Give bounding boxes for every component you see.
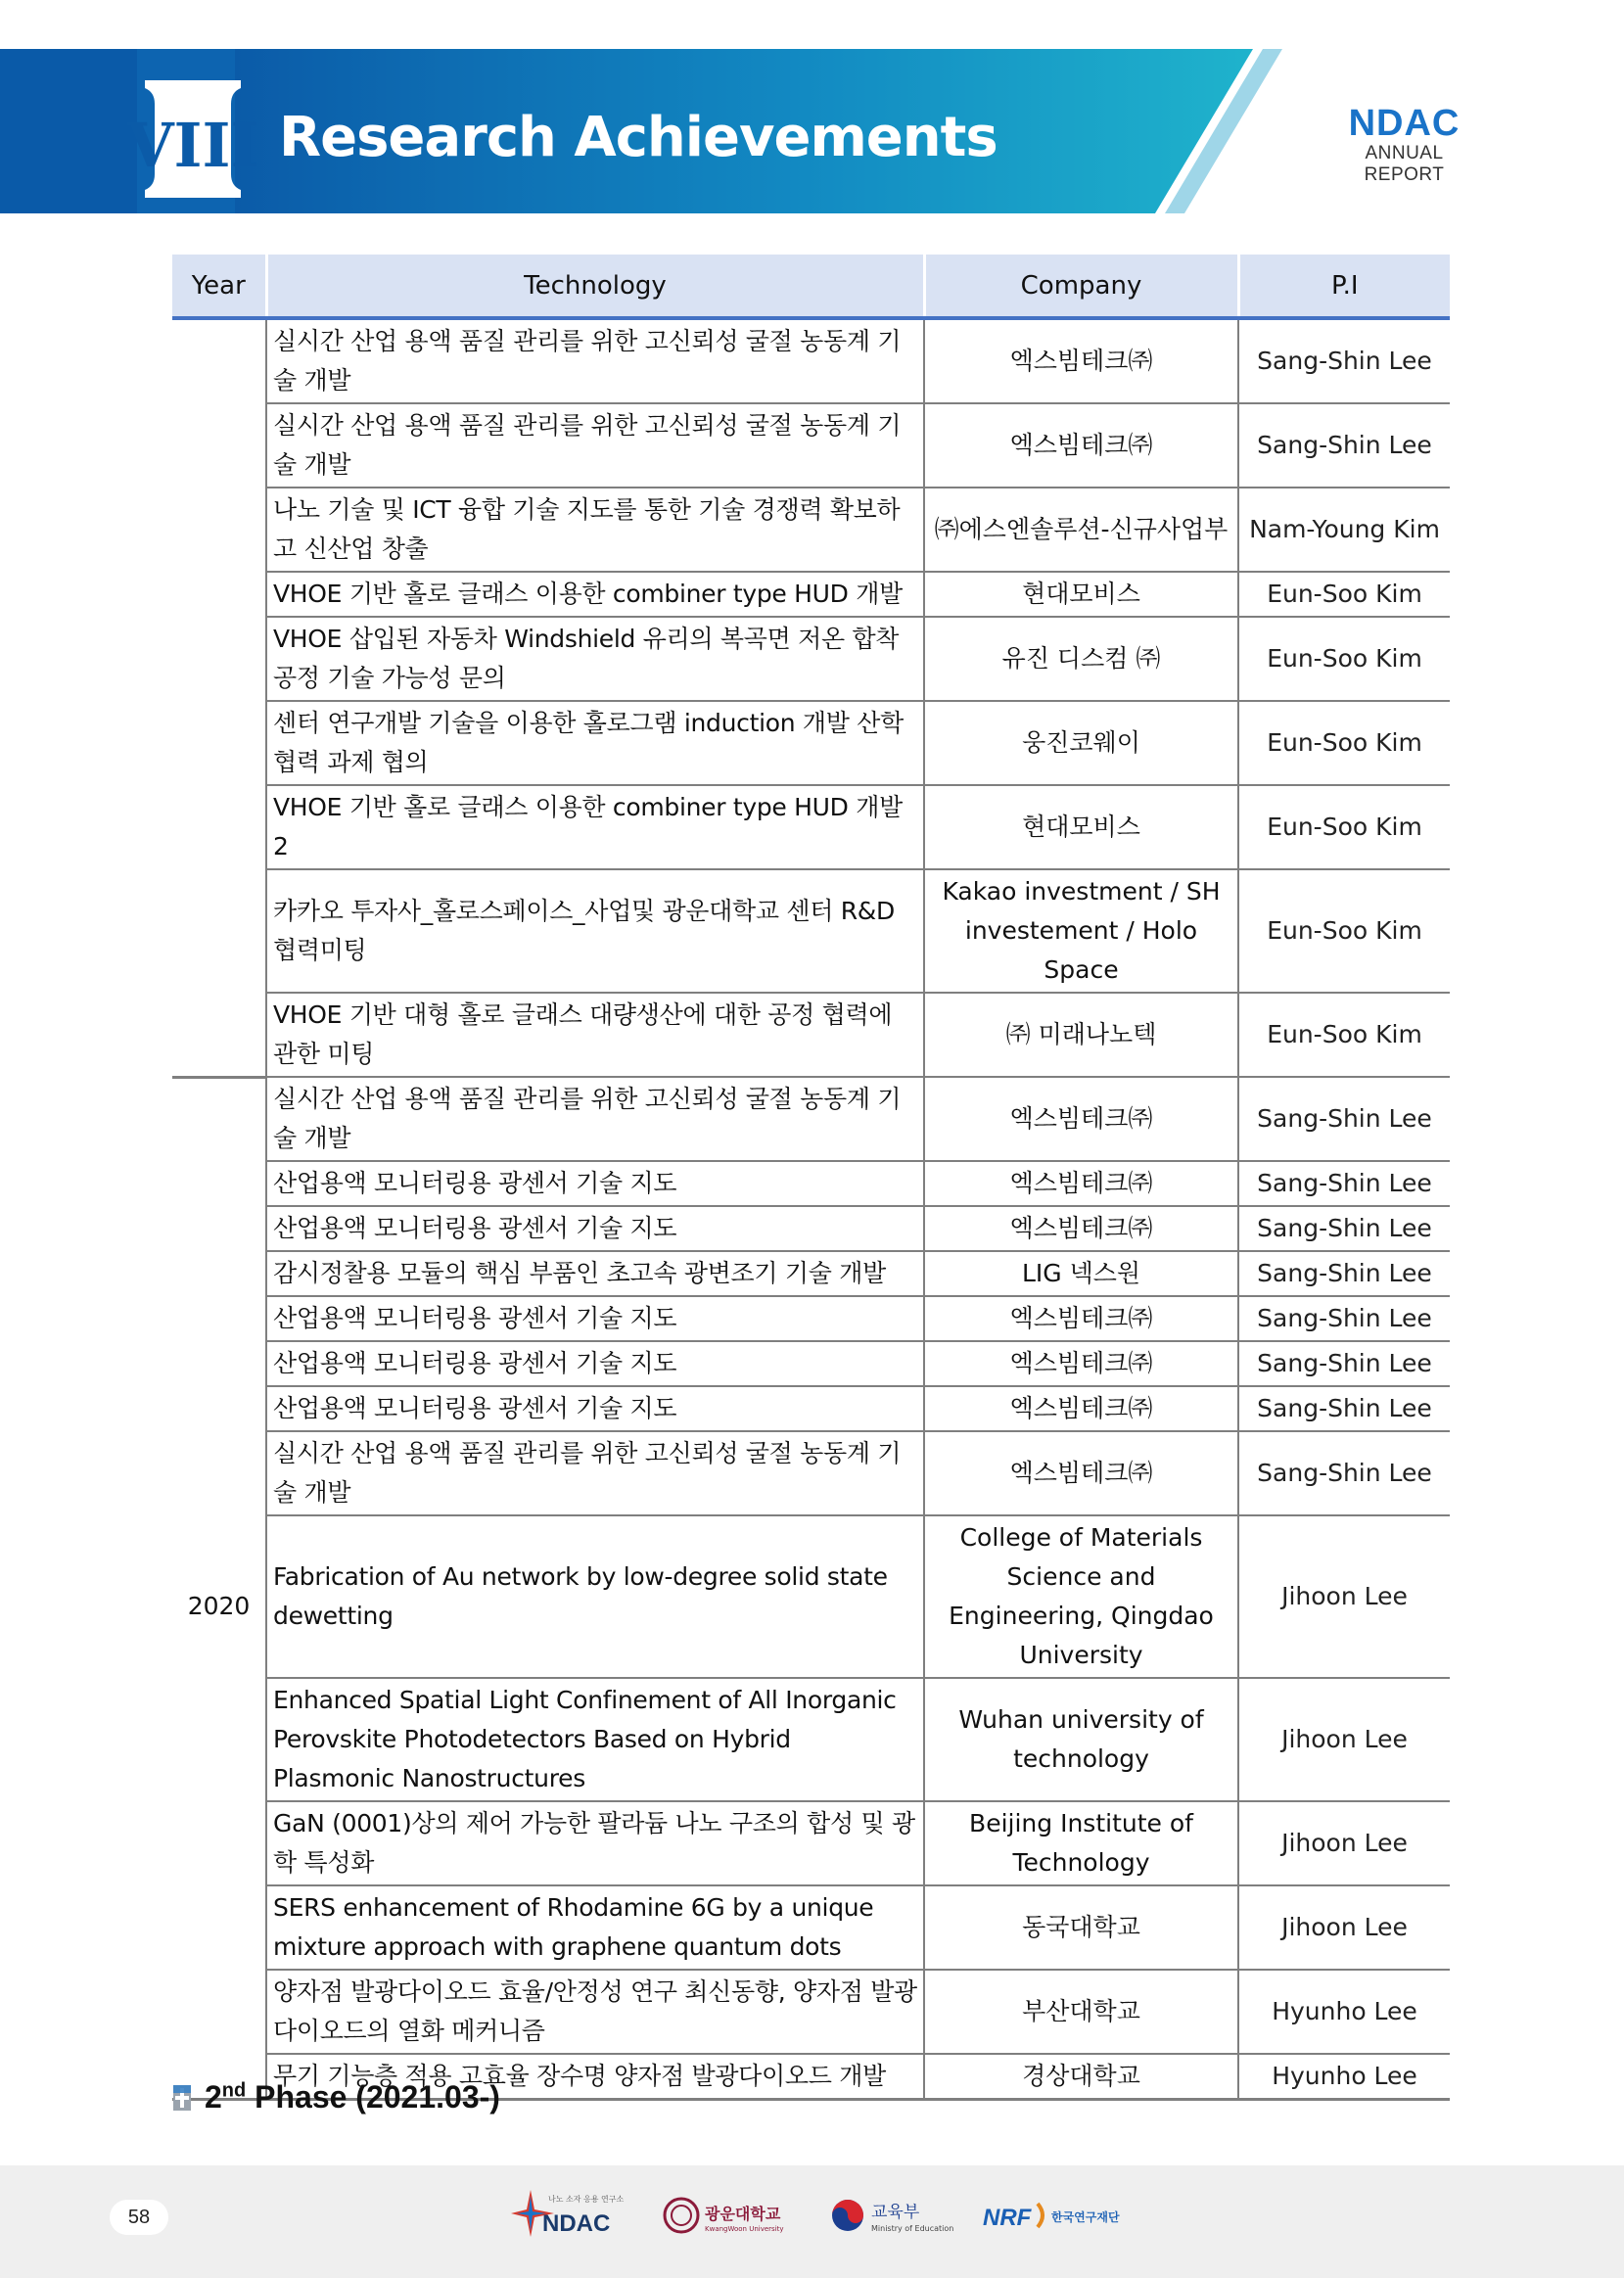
year-cell	[172, 318, 266, 1077]
company-cell: 엑스빔테크㈜	[924, 1206, 1238, 1251]
company-cell: ㈜에스엔솔루션-신규사업부	[924, 488, 1238, 572]
table-row	[172, 701, 1450, 785]
phase-title: 2nd Phase (2021.03-)	[205, 2079, 500, 2115]
table-row	[172, 1386, 1450, 1431]
page-title: Research Achievements	[279, 106, 998, 169]
svg-text:나노 소자 응용 연구소: 나노 소자 응용 연구소	[548, 2195, 625, 2204]
ministry-of-education-logo	[828, 2181, 955, 2250]
table-row	[172, 1515, 1450, 1678]
company-cell: 엑스빔테크㈜	[924, 1341, 1238, 1386]
technology-cell: 실시간 산업 용액 품질 관리를 위한 고신뢰성 굴절 농동계 기술 개발	[266, 1431, 924, 1515]
table-row	[172, 993, 1450, 1077]
technology-cell: 산업용액 모니터링용 광센서 기술 지도	[266, 1386, 924, 1431]
company-cell: Wuhan university of technology	[924, 1678, 1238, 1801]
svg-text:한국연구재단: 한국연구재단	[1051, 2210, 1120, 2224]
technology-cell: 무기 기능층 적용 고효율 장수명 양자점 발광다이오드 개발	[266, 2054, 924, 2100]
research-table	[172, 255, 1450, 2101]
pi-cell: Eun-Soo Kim	[1238, 617, 1450, 701]
table-row	[172, 1251, 1450, 1296]
pi-cell: Jihoon Lee	[1238, 1885, 1450, 1970]
company-cell: 엑스빔테크㈜	[924, 1386, 1238, 1431]
kwangwoon-seal-icon	[662, 2186, 799, 2245]
table-row	[172, 572, 1450, 617]
pi-cell: Sang-Shin Lee	[1238, 1206, 1450, 1251]
page-footer	[0, 2165, 1624, 2278]
pi-cell: Hyunho Lee	[1238, 2054, 1450, 2100]
table-row	[172, 318, 1450, 403]
technology-cell: 실시간 산업 용액 품질 관리를 위한 고신뢰성 굴절 농동계 기술 개발	[266, 403, 924, 488]
technology-cell: 카카오 투자사_홀로스페이스_사업및 광운대학교 센터 R&D 협력미팅	[266, 869, 924, 993]
technology-cell: GaN (0001)상의 제어 가능한 팔라듐 나노 구조의 합성 및 광학 특성화	[266, 1801, 924, 1885]
svg-text:KwangWoon University: KwangWoon University	[705, 2225, 784, 2233]
brand-name: NDAC	[1348, 103, 1461, 144]
company-cell: 유진 디스컴 ㈜	[924, 617, 1238, 701]
technology-cell: 센터 연구개발 기술을 이용한 홀로그램 induction 개발 산학협력 과제 협의	[266, 701, 924, 785]
company-cell: ㈜ 미래나노텍	[924, 993, 1238, 1077]
company-cell: 현대모비스	[924, 572, 1238, 617]
technology-cell: 산업용액 모니터링용 광센서 기술 지도	[266, 1161, 924, 1206]
table-row	[172, 1801, 1450, 1885]
company-cell: 동국대학교	[924, 1885, 1238, 1970]
svg-text:NRF: NRF	[983, 2205, 1032, 2231]
table-row	[172, 1296, 1450, 1341]
table-row	[172, 785, 1450, 869]
table-row	[172, 1077, 1450, 1161]
table-row	[172, 1341, 1450, 1386]
technology-cell: Enhanced Spatial Light Confinement of All Inorganic Perovskite Photodetectors Based on Hybrid Plasmonic Nanostructures	[266, 1678, 924, 1801]
pi-cell: Sang-Shin Lee	[1238, 1386, 1450, 1431]
company-cell: Kakao investment / SH investement / Holo Space	[924, 869, 1238, 993]
table-row	[172, 1970, 1450, 2054]
chapter-numeral-icon	[126, 80, 259, 198]
technology-cell: 산업용액 모니터링용 광센서 기술 지도	[266, 1206, 924, 1251]
technology-cell: 산업용액 모니터링용 광센서 기술 지도	[266, 1341, 924, 1386]
company-cell: 현대모비스	[924, 785, 1238, 869]
technology-cell: VHOE 기반 대형 홀로 글래스 대량생산에 대한 공정 협력에 관한 미팅	[266, 993, 924, 1077]
svg-text:교육부: 교육부	[871, 2203, 920, 2222]
pi-cell: Jihoon Lee	[1238, 1801, 1450, 1885]
svg-text:Ministry of Education: Ministry of Education	[871, 2224, 954, 2233]
company-cell: 엑스빔테크㈜	[924, 1431, 1238, 1515]
svg-text:광운대학교: 광운대학교	[705, 2205, 781, 2223]
table-row	[172, 1431, 1450, 1515]
chapter-numeral: VIII	[126, 110, 259, 181]
technology-cell: VHOE 삽입된 자동차 Windshield 유리의 복곡면 저온 합착 공정 기술 가능성 문의	[266, 617, 924, 701]
kwangwoon-university-logo	[662, 2181, 799, 2250]
brand-block	[1323, 104, 1485, 186]
pi-cell: Sang-Shin Lee	[1238, 1431, 1450, 1515]
taegeuk-icon	[828, 2186, 955, 2245]
pi-cell: Eun-Soo Kim	[1238, 572, 1450, 617]
technology-cell: SERS enhancement of Rhodamine 6G by a unique mixture approach with graphene quantum dots	[266, 1885, 924, 1970]
pi-cell: Sang-Shin Lee	[1238, 318, 1450, 403]
technology-cell: VHOE 기반 홀로 글래스 이용한 combiner type HUD 개발	[266, 572, 924, 617]
pi-cell: Sang-Shin Lee	[1238, 1161, 1450, 1206]
pi-cell: Sang-Shin Lee	[1238, 1341, 1450, 1386]
table-row	[172, 1885, 1450, 1970]
pi-cell: Eun-Soo Kim	[1238, 869, 1450, 993]
pi-cell: Hyunho Lee	[1238, 1970, 1450, 2054]
pi-cell: Eun-Soo Kim	[1238, 785, 1450, 869]
technology-cell: 감시정찰용 모듈의 핵심 부품인 초고속 광변조기 기술 개발	[266, 1251, 924, 1296]
column-header-year: Year	[172, 255, 266, 318]
table-row	[172, 488, 1450, 572]
table-row	[172, 403, 1450, 488]
technology-cell: VHOE 기반 홀로 글래스 이용한 combiner type HUD 개발 2	[266, 785, 924, 869]
nrf-logo	[981, 2181, 1128, 2250]
pi-cell: Sang-Shin Lee	[1238, 403, 1450, 488]
company-cell: 엑스빔테크㈜	[924, 1296, 1238, 1341]
company-cell: College of Materials Science and Engineering, Qingdao University	[924, 1515, 1238, 1678]
table-row	[172, 869, 1450, 993]
company-cell: Beijing Institute of Technology	[924, 1801, 1238, 1885]
pi-cell: Eun-Soo Kim	[1238, 993, 1450, 1077]
technology-cell: 산업용액 모니터링용 광센서 기술 지도	[266, 1296, 924, 1341]
pi-cell: Nam-Young Kim	[1238, 488, 1450, 572]
page-number: 58	[110, 2200, 168, 2235]
technology-cell: 나노 기술 및 ICT 융합 기술 지도를 통한 기술 경쟁력 확보하고 신산업 창출	[266, 488, 924, 572]
table-row	[172, 1206, 1450, 1251]
svg-text:NDAC: NDAC	[542, 2210, 611, 2237]
pi-cell: Sang-Shin Lee	[1238, 1251, 1450, 1296]
ndac-logo	[509, 2181, 626, 2250]
company-cell: 웅진코웨이	[924, 701, 1238, 785]
column-header-company: Company	[924, 255, 1238, 318]
year-cell: 2020	[172, 1077, 266, 2100]
pi-cell: Jihoon Lee	[1238, 1678, 1450, 1801]
pi-cell: Eun-Soo Kim	[1238, 701, 1450, 785]
table-row	[172, 617, 1450, 701]
company-cell: 엑스빔테크㈜	[924, 403, 1238, 488]
table-header-row	[172, 255, 1450, 318]
pi-cell: Sang-Shin Lee	[1238, 1296, 1450, 1341]
ndac-logo-icon	[509, 2186, 626, 2245]
table-row	[172, 1161, 1450, 1206]
column-header-pi: P.I	[1238, 255, 1450, 318]
column-header-technology: Technology	[266, 255, 924, 318]
nrf-logo-icon	[981, 2186, 1128, 2245]
technology-cell: 양자점 발광다이오드 효율/안정성 연구 최신동향, 양자점 발광다이오드의 열화 메커니즘	[266, 1970, 924, 2054]
technology-cell: 실시간 산업 용액 품질 관리를 위한 고신뢰성 굴절 농동계 기술 개발	[266, 318, 924, 403]
company-cell: 엑스빔테크㈜	[924, 318, 1238, 403]
company-cell: 엑스빔테크㈜	[924, 1077, 1238, 1161]
company-cell: LIG 넥스원	[924, 1251, 1238, 1296]
table-body	[172, 318, 1450, 2100]
phase-heading	[173, 2079, 500, 2115]
pi-cell: Jihoon Lee	[1238, 1515, 1450, 1678]
company-cell: 부산대학교	[924, 1970, 1238, 2054]
technology-cell: Fabrication of Au network by low-degree solid state dewetting	[266, 1515, 924, 1678]
pi-cell: Sang-Shin Lee	[1238, 1077, 1450, 1161]
company-cell: 엑스빔테크㈜	[924, 1161, 1238, 1206]
table-row	[172, 1678, 1450, 1801]
company-cell: 경상대학교	[924, 2054, 1238, 2100]
plus-bullet-icon	[173, 2085, 191, 2111]
technology-cell: 실시간 산업 용액 품질 관리를 위한 고신뢰성 굴절 농동계 기술 개발	[266, 1077, 924, 1161]
brand-subtitle: ANNUAL REPORT	[1364, 143, 1445, 185]
